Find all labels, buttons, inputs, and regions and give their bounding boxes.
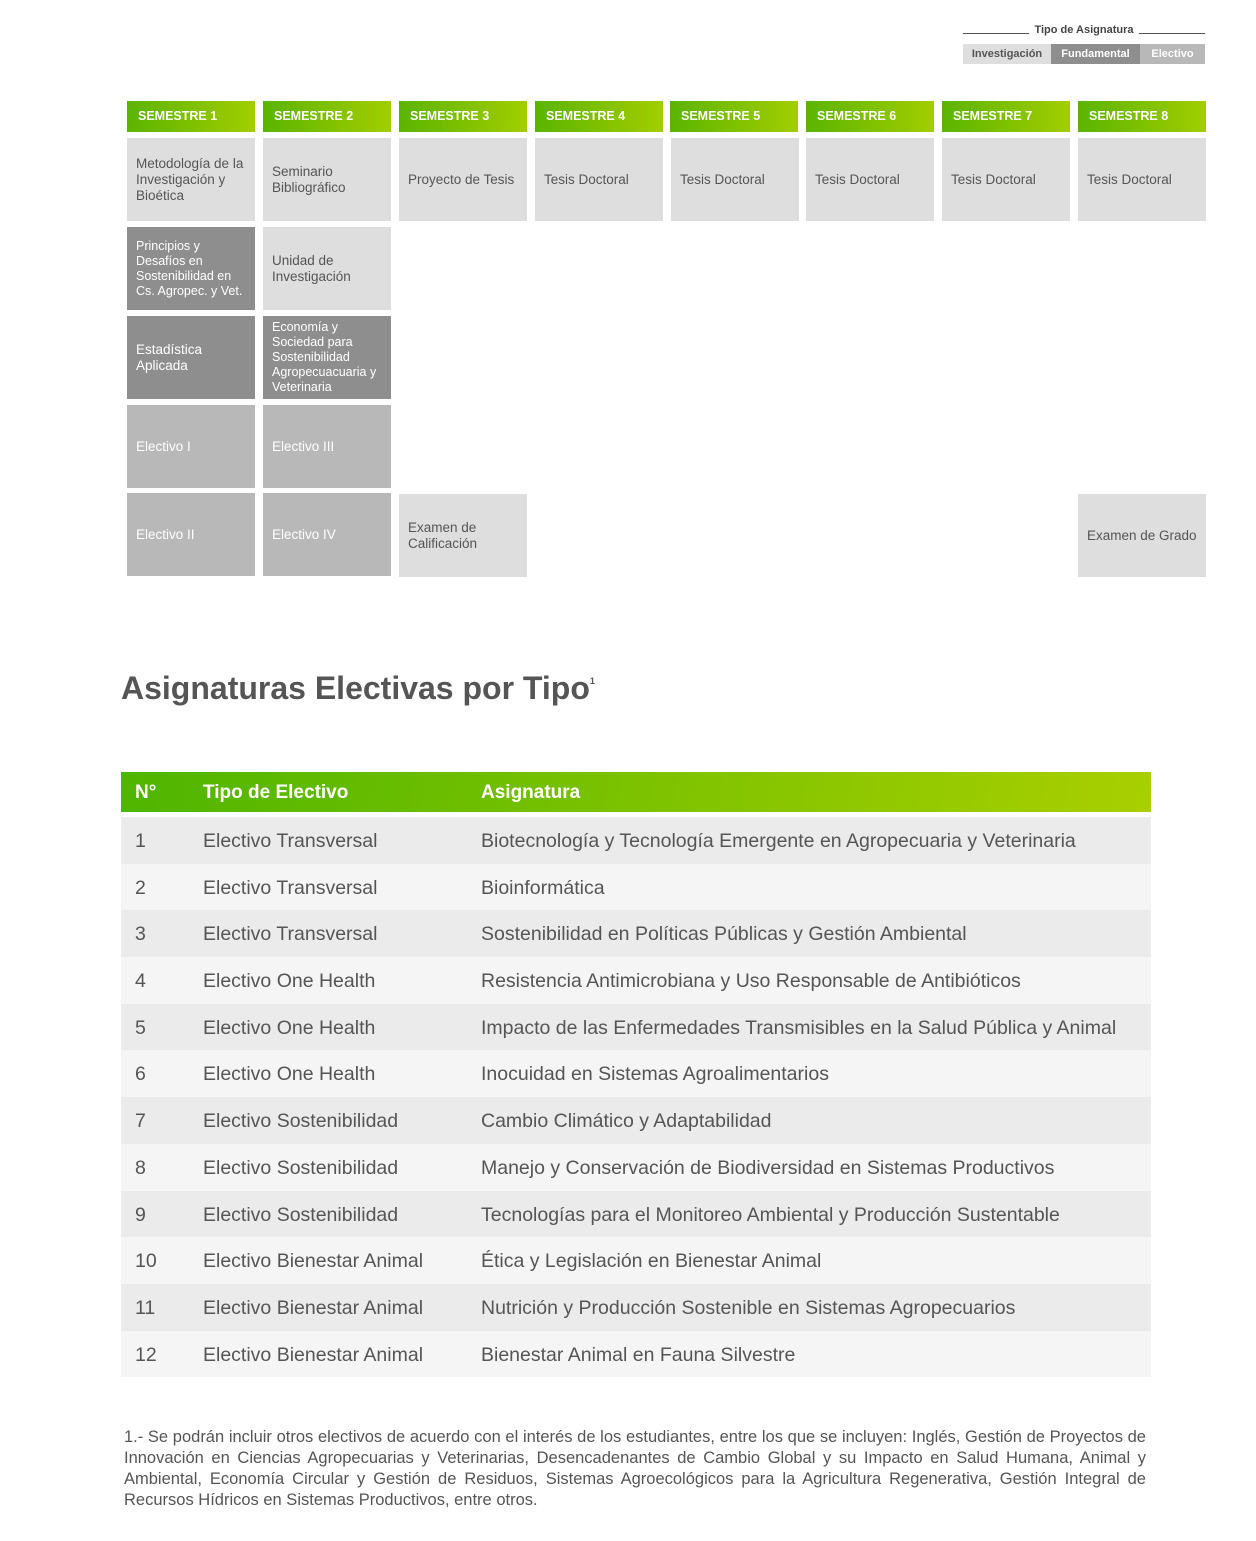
course-cell: Tesis Doctoral xyxy=(942,138,1070,221)
header-tipo: Tipo de Electivo xyxy=(203,782,349,803)
row-tipo: Electivo Bienestar Animal xyxy=(203,1296,424,1319)
course-cell: Electivo III xyxy=(263,405,391,488)
row-asignatura: Resistencia Antimicrobiana y Uso Responsable de Antibióticos xyxy=(481,970,1021,993)
course-cell: Tesis Doctoral xyxy=(1078,138,1206,221)
row-number: 11 xyxy=(135,1296,156,1319)
row-asignatura: Manejo y Conservación de Biodiversidad en Sistemas Productivos xyxy=(481,1156,1055,1179)
row-asignatura: Bioinformática xyxy=(481,876,605,899)
course-cell: Metodología de la Investigación y Bioética xyxy=(127,138,255,221)
semester-header-5: SEMESTRE 5 xyxy=(670,101,798,132)
row-asignatura: Nutrición y Producción Sostenible en Sistemas Agropecuarios xyxy=(481,1296,1016,1319)
semester-header-4: SEMESTRE 4 xyxy=(535,101,663,132)
course-cell: Electivo II xyxy=(127,493,255,576)
legend-title: Tipo de Asignatura xyxy=(1034,24,1134,36)
table-row xyxy=(121,1004,1151,1051)
course-cell: Estadística Aplicada xyxy=(127,316,255,399)
legend-key-fundamental: Fundamental xyxy=(1051,44,1140,64)
semester-header-7: SEMESTRE 7 xyxy=(942,101,1070,132)
row-number: 1 xyxy=(135,830,146,852)
table-row xyxy=(121,864,1151,911)
row-asignatura: Ética y Legislación en Bienestar Animal xyxy=(481,1250,822,1273)
row-number: 2 xyxy=(135,876,146,899)
curriculum-grid xyxy=(127,101,1206,577)
course-cell: Tesis Doctoral xyxy=(806,138,934,221)
table-row xyxy=(121,817,1151,864)
course-cell: Examen de Calificación xyxy=(399,494,527,577)
legend-title-row xyxy=(963,22,1205,40)
row-asignatura: Cambio Climático y Adaptabilidad xyxy=(481,1110,772,1133)
row-number: 10 xyxy=(135,1250,157,1273)
table-row xyxy=(121,1331,1151,1378)
row-tipo: Electivo Sostenibilidad xyxy=(203,1203,399,1226)
row-number: 8 xyxy=(135,1156,146,1179)
table-header xyxy=(121,772,1151,812)
semester-header-8: SEMESTRE 8 xyxy=(1078,101,1206,132)
row-asignatura: Inocuidad en Sistemas Agroalimentarios xyxy=(481,1063,829,1086)
row-number: 4 xyxy=(135,970,146,993)
row-tipo: Electivo Bienestar Animal xyxy=(203,1250,424,1273)
course-cell: Proyecto de Tesis xyxy=(399,138,527,221)
legend-key-electivo: Electivo xyxy=(1140,44,1205,64)
row-number: 6 xyxy=(135,1063,146,1086)
row-tipo: Electivo Bienestar Animal xyxy=(203,1343,424,1366)
row-asignatura: Sostenibilidad en Políticas Públicas y Gestión Ambiental xyxy=(481,923,967,946)
course-cell: Electivo IV xyxy=(263,493,391,576)
legend-key-investigacion: Investigación xyxy=(963,44,1051,64)
row-number: 7 xyxy=(135,1110,146,1133)
footnote: 1.- Se podrán incluir otros electivos de acuerdo con el interés de los estudiantes, entre los que se incluyen: Inglés, Gestión de Proyectos de Innovación en Ciencias Agropecuarias y Veterinarias, Desencadenantes de Cambio Global y su Impacto en Salud Humana, Animal y Ambiental, Economía Circular y Gestión de Residuos, Sistemas Agroecológicos para la Agricultura Regenerativa, Gestión Integral de Recursos Hídricos en Sistemas Productivos, entre otros. xyxy=(124,1428,1146,1509)
row-number: 3 xyxy=(135,923,146,946)
table-row xyxy=(121,1237,1151,1284)
row-tipo: Electivo Transversal xyxy=(203,923,378,946)
legend-keys xyxy=(963,44,1205,64)
row-tipo: Electivo One Health xyxy=(203,1016,376,1039)
row-asignatura: Tecnologías para el Monitoreo Ambiental y Producción Sustentable xyxy=(481,1203,1060,1226)
row-tipo: Electivo Transversal xyxy=(203,830,378,852)
course-cell: Seminario Bibliográfico xyxy=(263,138,391,221)
table-row xyxy=(121,1050,1151,1097)
course-cell: Tesis Doctoral xyxy=(535,138,663,221)
row-tipo: Electivo One Health xyxy=(203,970,376,993)
table-row xyxy=(121,910,1151,957)
electives-table xyxy=(121,772,1151,1377)
semester-header-1: SEMESTRE 1 xyxy=(127,101,255,132)
semester-header-3: SEMESTRE 3 xyxy=(399,101,527,132)
row-asignatura: Biotecnología y Tecnología Emergente en Agropecuaria y Veterinaria xyxy=(481,830,1076,852)
course-cell: Principios y Desafíos en Sostenibilidad en Cs. Agropec. y Vet. xyxy=(127,227,255,310)
table-row xyxy=(121,957,1151,1004)
table-row xyxy=(121,1191,1151,1238)
row-number: 9 xyxy=(135,1203,146,1226)
semester-header-2: SEMESTRE 2 xyxy=(263,101,391,132)
table-row xyxy=(121,1097,1151,1144)
table-row xyxy=(121,1284,1151,1331)
section-title-text: Asignaturas Electivas por Tipo xyxy=(121,670,590,706)
course-cell: Electivo I xyxy=(127,405,255,488)
semester-header-6: SEMESTRE 6 xyxy=(806,101,934,132)
row-tipo: Electivo Transversal xyxy=(203,876,378,899)
row-asignatura: Bienestar Animal en Fauna Silvestre xyxy=(481,1343,796,1366)
course-cell: Examen de Grado xyxy=(1078,494,1206,577)
row-asignatura: Impacto de las Enfermedades Transmisibles en la Salud Pública y Animal xyxy=(481,1016,1117,1039)
row-tipo: Electivo One Health xyxy=(203,1063,376,1086)
header-asignatura: Asignatura xyxy=(481,782,581,803)
course-cell: Tesis Doctoral xyxy=(671,138,799,221)
section-title xyxy=(121,670,595,707)
legend-rule-right xyxy=(1139,33,1205,34)
course-cell: Economía y Sociedad para Sostenibilidad Agropecuacuaria y Veterinaria xyxy=(263,316,391,399)
row-number: 5 xyxy=(135,1016,146,1039)
footnote-marker: 1 xyxy=(589,676,595,686)
header-number: N° xyxy=(135,782,157,803)
row-tipo: Electivo Sostenibilidad xyxy=(203,1156,399,1179)
row-number: 12 xyxy=(135,1343,157,1366)
row-tipo: Electivo Sostenibilidad xyxy=(203,1110,399,1133)
course-cell: Unidad de Investigación xyxy=(263,227,391,310)
table-row xyxy=(121,1144,1151,1191)
subject-type-legend xyxy=(963,22,1205,64)
